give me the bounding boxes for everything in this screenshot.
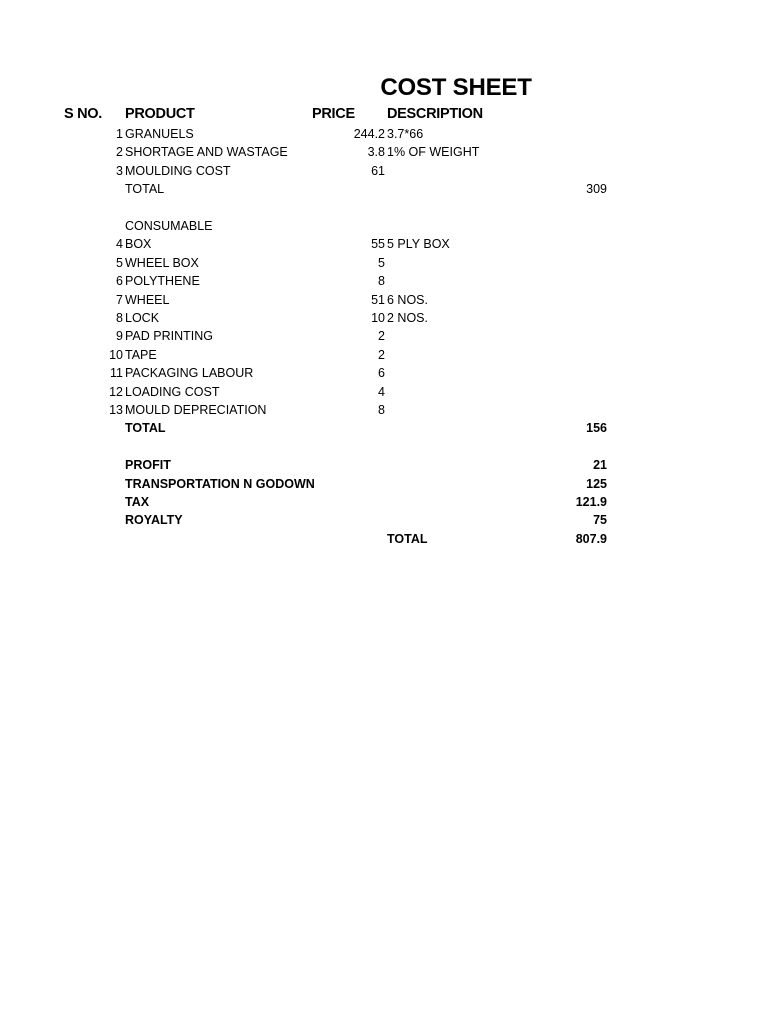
description-cell: 6 NOS. [387, 292, 428, 307]
table-row [0, 254, 768, 272]
header-price: PRICE [312, 106, 355, 122]
price-cell: 3.8 [367, 145, 385, 160]
table-row [0, 493, 768, 511]
amount-cell: 309 [586, 182, 607, 197]
page-title: COST SHEET [380, 74, 532, 101]
table-row [0, 327, 768, 345]
sno-cell: 3 [116, 163, 123, 178]
product-cell: TRANSPORTATION N GODOWN [125, 476, 315, 491]
table-row [0, 309, 768, 327]
amount-cell: 21 [593, 458, 607, 473]
table-row [0, 475, 768, 493]
price-cell: 55 [371, 237, 385, 252]
sno-cell: 10 [109, 347, 123, 362]
description-cell: 1% OF WEIGHT [387, 145, 480, 160]
sno-cell: 5 [116, 255, 123, 270]
header-product: PRODUCT [125, 106, 195, 122]
sno-cell: 2 [116, 145, 123, 160]
sno-cell: 12 [109, 384, 123, 399]
product-cell: TAPE [125, 347, 157, 362]
price-cell: 2 [378, 329, 385, 344]
price-cell: 61 [371, 163, 385, 178]
table-row [0, 199, 768, 217]
price-cell: 6 [378, 366, 385, 381]
table-row [0, 235, 768, 253]
description-cell: 3.7*66 [387, 127, 424, 141]
price-cell: 4 [378, 384, 385, 399]
sno-cell: 11 [110, 366, 123, 381]
product-cell: SHORTAGE AND WASTAGE [125, 145, 288, 160]
amount-cell: 121.9 [575, 495, 607, 509]
sno-cell: 8 [116, 311, 123, 325]
product-cell: PACKAGING LABOUR [125, 366, 254, 381]
product-cell: CONSUMABLE [125, 219, 213, 233]
sno-cell: 4 [116, 237, 123, 252]
product-cell: MOULDING COST [125, 163, 231, 178]
table-row [0, 401, 768, 419]
description-cell: 5 PLY BOX [387, 237, 450, 252]
product-cell: ROYALTY [125, 513, 183, 528]
product-cell: PAD PRINTING [125, 329, 213, 344]
table-row [0, 143, 768, 161]
product-cell: TOTAL [125, 421, 166, 436]
table-row [0, 346, 768, 364]
product-cell: WHEEL BOX [125, 255, 199, 270]
table-row [0, 125, 768, 143]
header-description: DESCRIPTION [387, 106, 483, 122]
table-row [0, 364, 768, 382]
product-cell: MOULD DEPRECIATION [125, 403, 267, 417]
amount-cell: 75 [593, 513, 607, 528]
amount-cell: 807.9 [575, 531, 607, 546]
product-cell: WHEEL [125, 292, 170, 307]
product-cell: TAX [125, 495, 150, 509]
product-cell: GRANUELS [125, 127, 194, 141]
table-row [0, 456, 768, 474]
amount-cell: 156 [586, 421, 607, 436]
header-sno: S NO. [64, 106, 102, 122]
table-row [0, 511, 768, 529]
sno-cell: 9 [116, 329, 123, 344]
sno-cell: 13 [109, 403, 123, 417]
product-cell: POLYTHENE [125, 274, 200, 289]
price-cell: 51 [371, 292, 385, 307]
table-row [0, 383, 768, 401]
table-row [0, 217, 768, 235]
sno-cell: 6 [116, 274, 123, 289]
table-row [0, 162, 768, 180]
table-row [0, 438, 768, 456]
sno-cell: 1 [116, 127, 123, 141]
table-row [0, 530, 768, 548]
product-cell: PROFIT [125, 458, 171, 473]
sno-cell: 7 [116, 292, 123, 307]
table-row [0, 180, 768, 198]
price-cell: 244.2 [353, 127, 385, 141]
table-row [0, 419, 768, 437]
product-cell: TOTAL [125, 182, 165, 197]
table-row [0, 291, 768, 309]
price-cell: 8 [378, 274, 385, 289]
table-row [0, 272, 768, 290]
product-cell: LOADING COST [125, 384, 220, 399]
price-cell: 5 [378, 255, 385, 270]
description-cell: 2 NOS. [387, 311, 428, 325]
price-cell: 2 [378, 347, 385, 362]
description-cell: TOTAL [387, 531, 428, 546]
price-cell: 8 [378, 403, 385, 417]
price-cell: 10 [371, 311, 385, 325]
product-cell: LOCK [125, 311, 160, 325]
product-cell: BOX [125, 237, 152, 252]
amount-cell: 125 [586, 476, 607, 491]
